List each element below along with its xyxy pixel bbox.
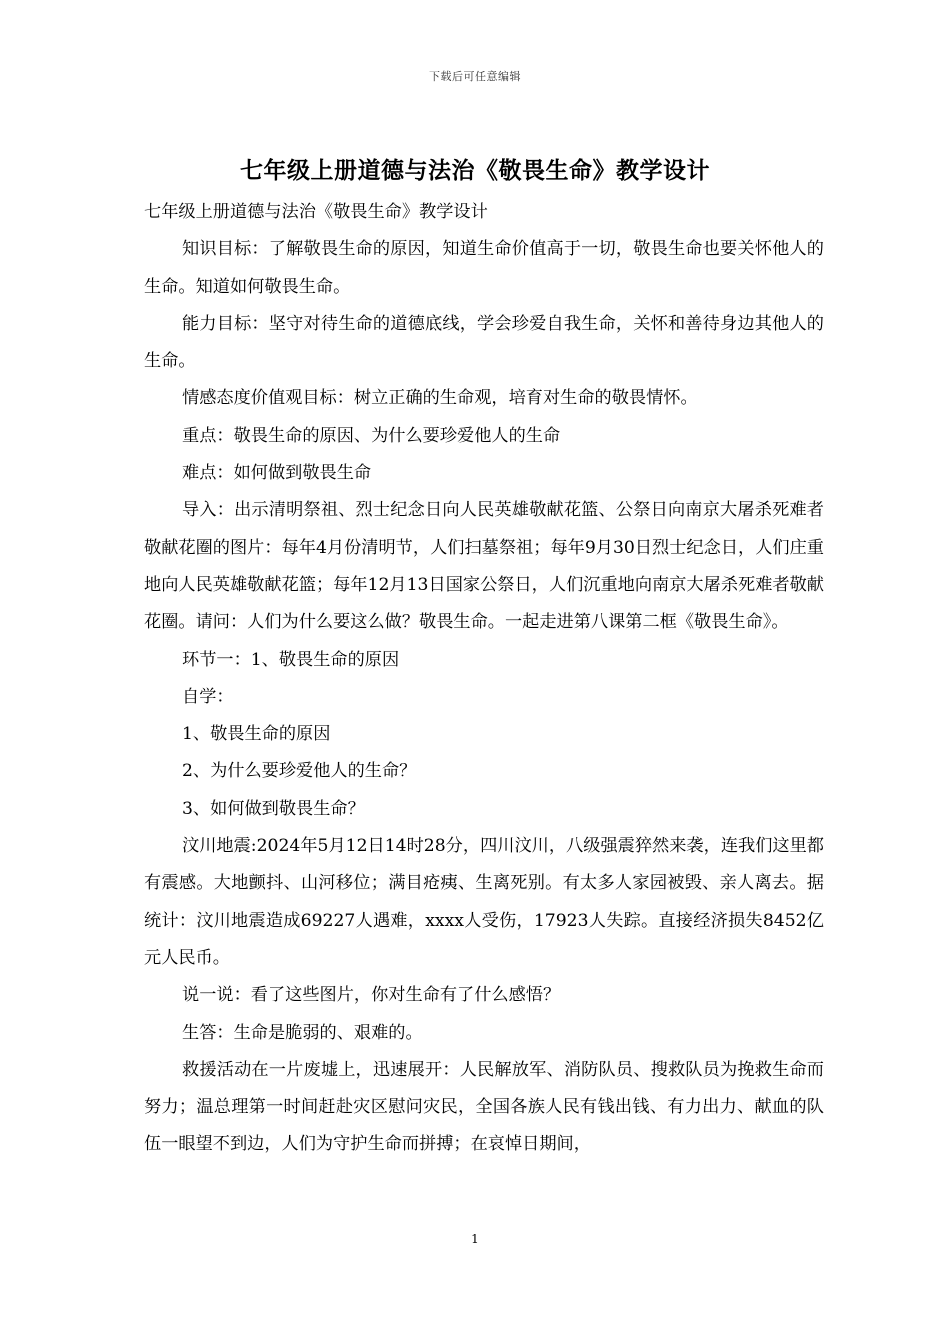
paragraph: 导入：出示清明祭祖、烈士纪念日向人民英雄敬献花篮、公祭日向南京大屠杀死难者敬献花圈的图片：每年4月份清明节，人们扫墓祭祖；每年9月30日烈士纪念日，人们庄重地向人民英雄敬献花篮；每年12月13日国家公祭日，人们沉重地向南京大屠杀死难者敬献花圈。请问：人们为什么要这么做？敬畏生命。一起走进第八课第二框《敬畏生命》。 bbox=[144, 500, 824, 633]
paragraph: 救援活动在一片废墟上，迅速展开：人民解放军、消防队员、搜救队员为挽救生命而努力；温总理第一时间赶赴灾区慰问灾民，全国各族人民有钱出钱、有力出力、献血的队伍一眼望不到边，人们为守护生命而拼搏；在哀悼日期间， bbox=[144, 1059, 824, 1155]
paragraph: 3、如何做到敬畏生命？ bbox=[182, 798, 365, 819]
paragraph: 2、为什么要珍爱他人的生命？ bbox=[182, 761, 417, 782]
paragraph: 环节一：1、敬畏生命的原因 bbox=[182, 649, 400, 670]
paragraph: 重点：敬畏生命的原因、为什么要珍爱他人的生命 bbox=[182, 425, 561, 446]
paragraph: 生答：生命是脆弱的、艰难的。 bbox=[182, 1022, 423, 1043]
paragraph: 七年级上册道德与法治《敬畏生命》教学设计 bbox=[144, 202, 488, 222]
document-title: 七年级上册道德与法治《敬畏生命》教学设计 bbox=[240, 158, 710, 184]
paragraph: 知识目标：了解敬畏生命的原因，知道生命价值高于一切，敬畏生命也要关怀他人的生命。知道如何敬畏生命。 bbox=[144, 239, 824, 297]
page-number: 1 bbox=[471, 1232, 479, 1246]
document-body bbox=[144, 194, 824, 1164]
paragraph: 难点：如何做到敬畏生命 bbox=[182, 463, 372, 484]
paragraph: 自学： bbox=[182, 686, 234, 707]
paragraph: 说一说：看了这些图片，你对生命有了什么感悟？ bbox=[182, 985, 561, 1006]
paragraph: 汶川地震:2024年5月12日14时28分，四川汶川，八级强震猝然来袭，连我们这里都有震感。大地颤抖、山河移位；满目疮痍、生离死别。有太多人家园被毁、亲人离去。据统计：汶川地震造成69227人遇难，xxxx人受伤，17923人失踪。直接经济损失8452亿元人民币。 bbox=[144, 836, 824, 968]
paragraph: 能力目标：坚守对待生命的道德底线，学会珍爱自我生命，关怀和善待身边其他人的生命。 bbox=[144, 313, 824, 372]
paragraph: 情感态度价值观目标：树立正确的生命观，培育对生命的敬畏情怀。 bbox=[182, 388, 698, 409]
paragraph: 1、敬畏生命的原因 bbox=[182, 724, 331, 745]
header-note: 下载后可任意编辑 bbox=[429, 70, 521, 83]
